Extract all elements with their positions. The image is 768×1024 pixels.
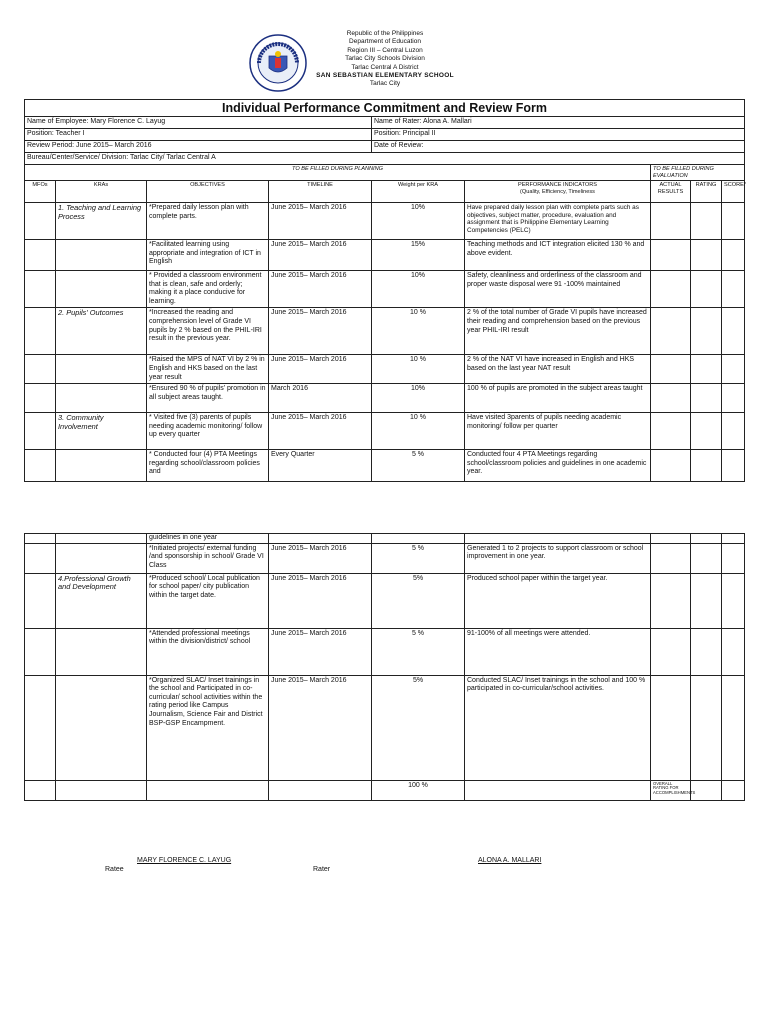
objective-cell: guidelines in one year — [147, 534, 269, 544]
weight-cell: 10 % — [372, 308, 465, 355]
ratee-signature-name: MARY FLORENCE C. LAYUG — [137, 857, 232, 864]
review-period: Review Period: June 2015– March 2016 — [25, 141, 372, 153]
objective-cell: *Ensured 90 % of pupils' promotion in all subject areas taught. — [147, 384, 269, 413]
indicator-cell: Teaching methods and ICT integration elicited 130 % and above evident. — [465, 240, 651, 271]
total-weight: 100 % — [372, 780, 465, 800]
col-objectives: OBJECTIVES — [147, 181, 269, 203]
col-indicators-title: PERFORMANCE INDICATORS — [517, 182, 598, 188]
weight-cell: 5 % — [372, 450, 465, 482]
objective-cell: * Visited five (3) parents of pupils needing academic monitoring/ follow up every quarter — [147, 413, 269, 450]
header-city: Tarlac City — [369, 80, 401, 88]
form-title: Individual Performance Commitment and Review Form — [25, 100, 745, 117]
table-row — [25, 413, 745, 450]
indicator-cell: Safety, cleanliness and orderliness of the classroom and proper waste disposal were 91 -100% maintained — [465, 271, 651, 308]
objective-cell: *Attended professional meetings within the division/district/ school — [147, 628, 269, 675]
ipcr-form-table — [24, 99, 745, 482]
kra-cell: 3. Community Involvement — [56, 413, 147, 450]
rater-signature-name: ALONA A. MALLARI — [478, 857, 542, 864]
evaluation-label: TO BE FILLED DURING EVALUATION — [651, 165, 745, 181]
col-weight: Weight per KRA — [372, 181, 465, 203]
planning-label: TO BE FILLED DURING PLANNING — [25, 165, 651, 181]
header-region: Region III – Central Luzon — [347, 46, 423, 54]
timeline-cell: June 2015– March 2016 — [269, 308, 372, 355]
table-row — [25, 543, 745, 573]
indicator-cell: Conducted SLAC/ Inset trainings in the school and 100 % participated in co-curricular/school activities. — [465, 675, 651, 780]
weight-cell: 10 % — [372, 413, 465, 450]
kra-cell: 4.Professional Growth and Development — [56, 573, 147, 628]
kra-cell — [56, 543, 147, 573]
header-district: Tarlac Central A District — [351, 63, 419, 71]
weight-cell — [372, 534, 465, 544]
indicator-cell: 100 % of pupils are promoted in the subject areas taught — [465, 384, 651, 413]
objective-cell: * Conducted four (4) PTA Meetings regarding school/classroom policies and — [147, 450, 269, 482]
rater-position: Position: Principal II — [372, 129, 745, 141]
timeline-cell: June 2015– March 2016 — [269, 203, 372, 240]
table-row — [25, 355, 745, 384]
weight-cell: 5 % — [372, 628, 465, 675]
objective-cell: *Increased the reading and comprehension level of Grade VI pupils by 2 % based on the PHIL-IRI result in the previous year. — [147, 308, 269, 355]
col-score: SCORE* — [722, 181, 745, 203]
weight-cell: 10% — [372, 203, 465, 240]
employee-position: Position: Teacher I — [25, 129, 372, 141]
table-row — [25, 534, 745, 544]
col-indicators — [465, 181, 651, 203]
timeline-cell: June 2015– March 2016 — [269, 413, 372, 450]
letterhead — [300, 30, 470, 89]
table-row — [25, 384, 745, 413]
table-row — [25, 675, 745, 780]
ipcr-form-continuation — [24, 533, 745, 801]
indicator-cell: Produced school paper within the target year. — [465, 573, 651, 628]
objective-cell: *Facilitated learning using appropriate and integration of ICT in English — [147, 240, 269, 271]
col-mfos: MFOs — [25, 181, 56, 203]
col-rating: RATING — [691, 181, 722, 203]
objective-cell: * Provided a classroom environment that is clean, safe and orderly; making it a place conducive for learning. — [147, 271, 269, 308]
timeline-cell: Every Quarter — [269, 450, 372, 482]
table-row — [25, 450, 745, 482]
timeline-cell: June 2015– March 2016 — [269, 573, 372, 628]
weight-cell: 10 % — [372, 355, 465, 384]
kra-cell — [56, 271, 147, 308]
header-department: Department of Education — [349, 38, 421, 46]
indicator-cell: 2 % of the total number of Grade VI pupils have increased their reading and comprehension based on the previous year PHIL-IRI result — [465, 308, 651, 355]
kra-cell — [56, 384, 147, 413]
timeline-cell: June 2015– March 2016 — [269, 271, 372, 308]
kra-cell — [56, 355, 147, 384]
kra-cell — [56, 450, 147, 482]
weight-cell: 5% — [372, 675, 465, 780]
table-row — [25, 573, 745, 628]
weight-cell: 5% — [372, 573, 465, 628]
timeline-cell: June 2015– March 2016 — [269, 355, 372, 384]
objective-cell: *Produced school/ Local publication for school paper/ city publication within the target date. — [147, 573, 269, 628]
rater-label: Rater — [313, 866, 331, 873]
objective-cell: *Prepared daily lesson plan with complete parts. — [147, 203, 269, 240]
weight-cell: 10% — [372, 271, 465, 308]
table-row — [25, 628, 745, 675]
deped-seal — [249, 34, 307, 92]
kra-cell — [56, 534, 147, 544]
kra-cell — [56, 675, 147, 780]
timeline-cell: June 2015– March 2016 — [269, 543, 372, 573]
weight-cell: 15% — [372, 240, 465, 271]
objective-cell: *Initiated projects/ external funding /and sponsorship in school/ Grade VI Class — [147, 543, 269, 573]
weight-cell: 5 % — [372, 543, 465, 573]
employee-name: Name of Employee: Mary Florence C. Layug — [25, 117, 372, 129]
rater-name: Name of Rater: Alona A. Mallari — [372, 117, 745, 129]
indicator-cell — [465, 534, 651, 544]
timeline-cell: June 2015– March 2016 — [269, 628, 372, 675]
bureau-line: Bureau/Center/Service/ Division: Tarlac City/ Tarlac Central A — [25, 153, 745, 165]
col-kras: KRAs — [56, 181, 147, 203]
col-indicators-sub: (Quality, Efficiency, Timeliness — [520, 188, 595, 195]
kra-cell: 1. Teaching and Learning Process — [56, 203, 147, 240]
timeline-cell — [269, 534, 372, 544]
date-of-review: Date of Review: — [372, 141, 745, 153]
table-row — [25, 308, 745, 355]
col-timeline: TIMELINE — [269, 181, 372, 203]
table-row — [25, 271, 745, 308]
kra-cell — [56, 628, 147, 675]
ratee-label: Ratee — [105, 866, 124, 873]
timeline-cell: June 2015– March 2016 — [269, 675, 372, 780]
col-actual: ACTUAL RESULTS — [651, 181, 691, 203]
table-row — [25, 240, 745, 271]
indicator-cell: Have prepared daily lesson plan with complete parts such as objectives, subject matter, procedure, evaluation and assignment that is Philippine Elementary Learning Competencies (PELC) — [465, 203, 651, 240]
indicator-cell: 91-100% of all meetings were attended. — [465, 628, 651, 675]
indicator-cell: Have visited 3parents of pupils needing academic monitoring/ follow per quarter — [465, 413, 651, 450]
objective-cell: *Raised the MPS of NAT VI by 2 % in English and HKS based on the last year result — [147, 355, 269, 384]
timeline-cell: June 2015– March 2016 — [269, 240, 372, 271]
totals-row — [25, 780, 745, 800]
header-school: SAN SEBASTIAN ELEMENTARY SCHOOL — [316, 72, 454, 80]
timeline-cell: March 2016 — [269, 384, 372, 413]
indicator-cell: 2 % of the NAT VI have increased in English and HKS based on the last year NAT result — [465, 355, 651, 384]
table-row — [25, 203, 745, 240]
objective-cell: *Organized SLAC/ Inset trainings in the school and Participated in co-curricular/ school activities within the rating period like Campus Journalism, Science Fair and District BSP-GSP Encampment. — [147, 675, 269, 780]
indicator-cell: Generated 1 to 2 projects to support classroom or school improvement in one year. — [465, 543, 651, 573]
indicator-cell: Conducted four 4 PTA Meetings regarding school/classroom policies and guidelines in one academic year. — [465, 450, 651, 482]
overall-rating-label: OVERALL RATING FOR ACCOMPLISHMENTS — [651, 780, 691, 800]
kra-cell: 2. Pupils' Outcomes — [56, 308, 147, 355]
header-republic: Republic of the Philippines — [346, 30, 424, 37]
weight-cell: 10% — [372, 384, 465, 413]
kra-cell — [56, 240, 147, 271]
header-division: Tarlac City Schools Division — [345, 55, 425, 63]
